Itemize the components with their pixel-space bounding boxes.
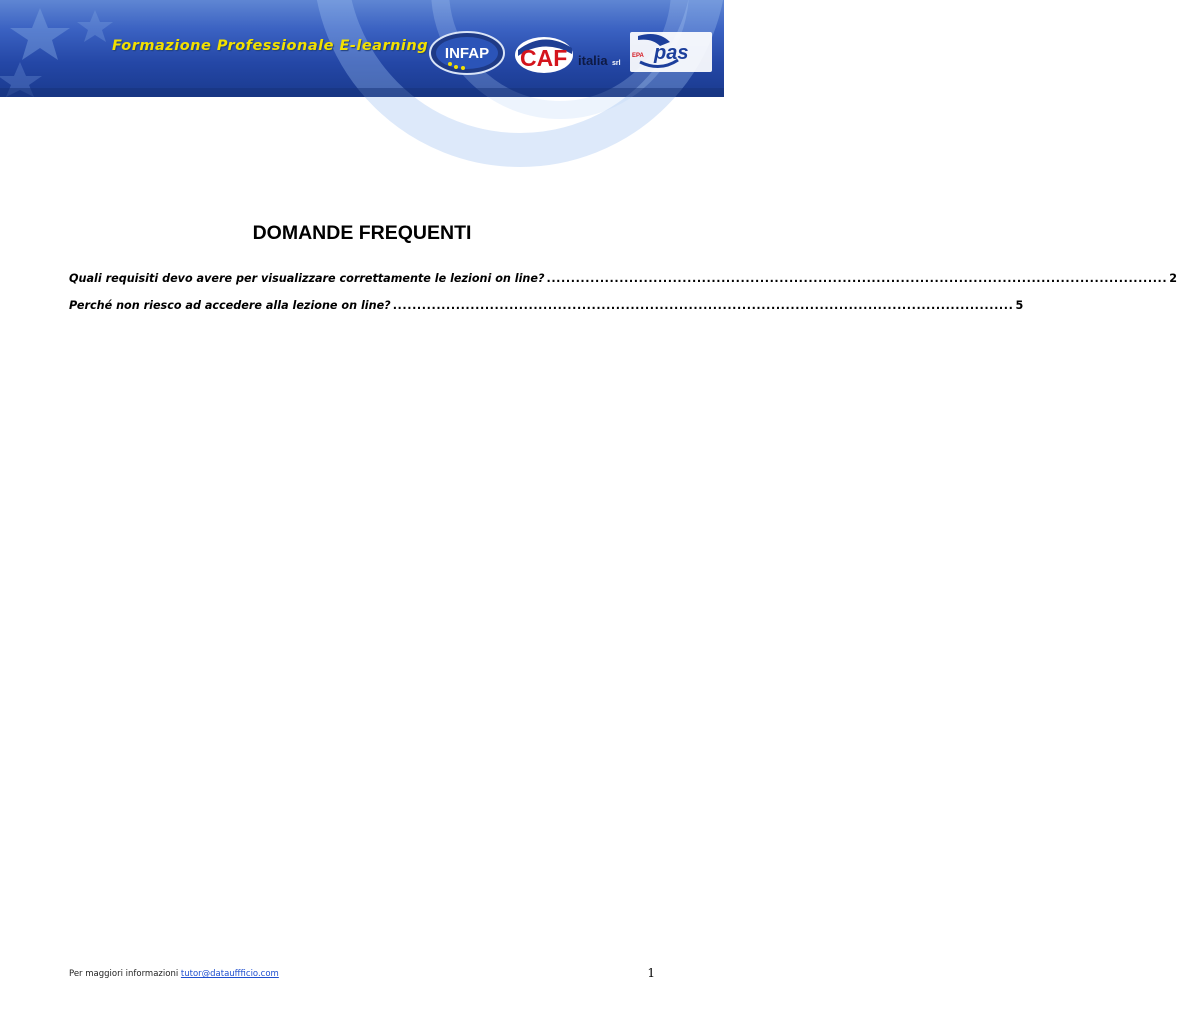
svg-text:CAF: CAF xyxy=(520,45,568,71)
footer-text xyxy=(69,969,279,979)
caf-logo xyxy=(514,36,626,74)
epas-logo xyxy=(630,32,712,72)
page-number: 1 xyxy=(647,966,655,980)
svg-text:pas: pas xyxy=(654,42,689,64)
toc-entry-page: 5 xyxy=(1015,299,1024,312)
svg-text:srl: srl xyxy=(612,60,621,67)
banner-title: Formazione Professionale E-learning xyxy=(112,38,429,54)
toc-leader-dots: ................................................................................................................................ xyxy=(546,272,1168,285)
svg-text:EPA: EPA xyxy=(632,53,644,59)
infap-logo xyxy=(428,30,506,76)
page-footer xyxy=(69,966,655,984)
footer-label: Per maggiori informazioni xyxy=(69,969,179,979)
toc-entry-page: 2 xyxy=(1169,272,1177,285)
toc-leader-dots: ................................................................................................................................ xyxy=(392,299,1014,312)
header-banner xyxy=(0,0,724,97)
toc-entry-text: Perché non riesco ad accedere alla lezione on line? xyxy=(69,299,391,312)
toc-entry[interactable] xyxy=(69,272,1177,292)
svg-text:INFAP: INFAP xyxy=(444,45,490,62)
document-title: DOMANDE FREQUENTI xyxy=(252,222,472,244)
toc-entry-text: Quali requisiti devo avere per visualizzare correttamente le lezioni on line? xyxy=(69,272,545,285)
footer-email-link[interactable]: tutor@datauffficio.com xyxy=(180,969,279,979)
toc-entry[interactable] xyxy=(69,299,1024,319)
svg-text:italia: italia xyxy=(578,53,608,68)
